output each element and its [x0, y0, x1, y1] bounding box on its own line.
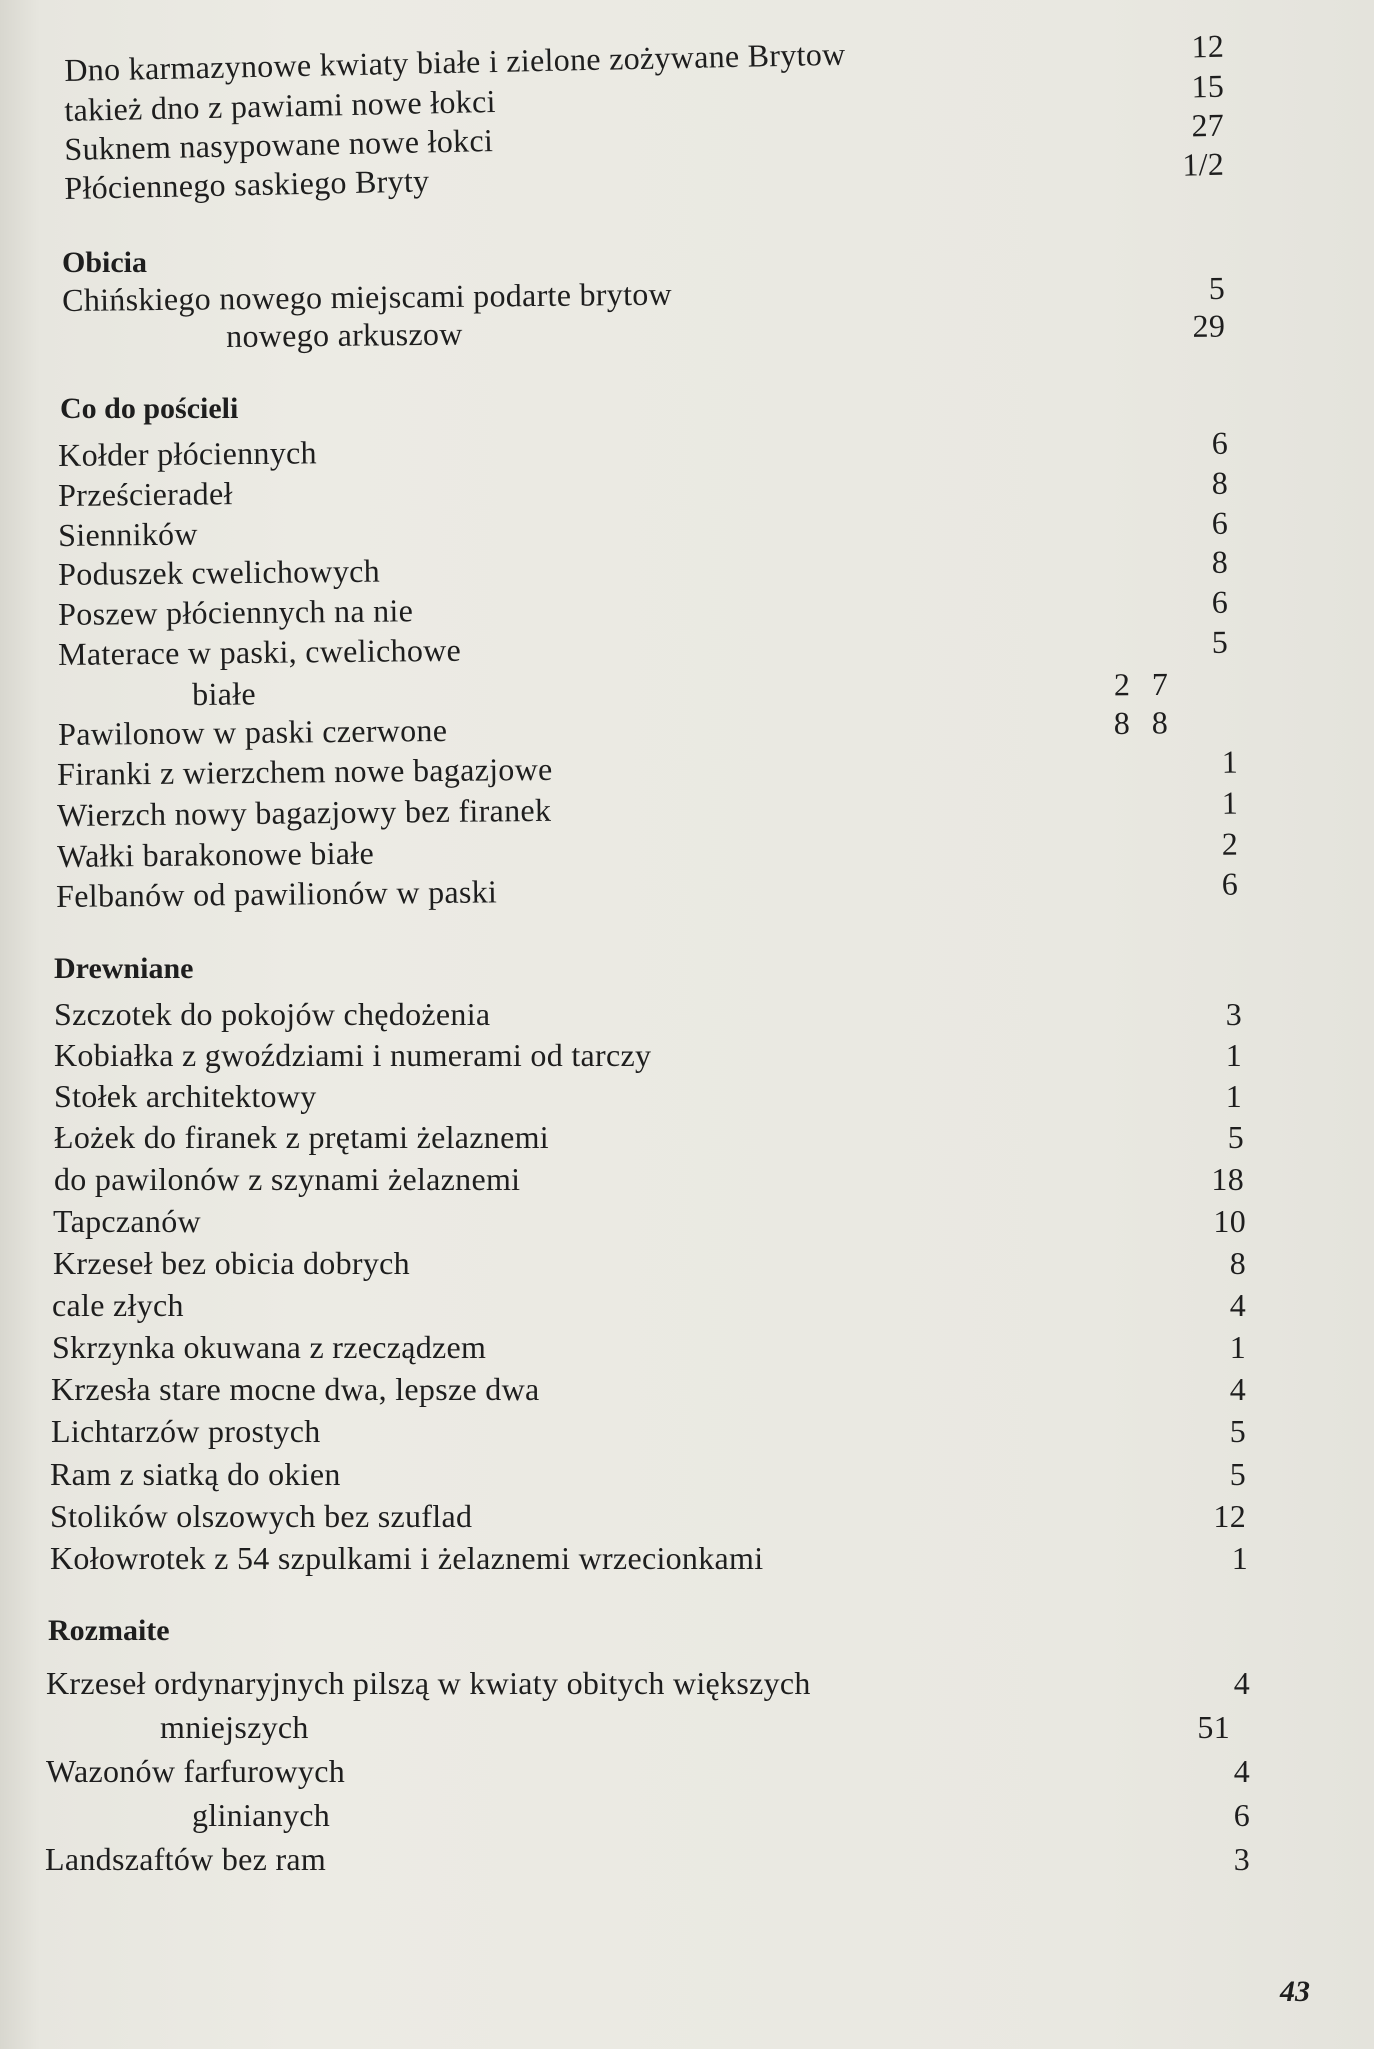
item-quantity: 18 — [1211, 1161, 1244, 1197]
item-label: Płóciennego saskiego Bryty — [64, 162, 430, 206]
item-label: Kobiałka z gwoździami i numerami od tarczy — [54, 1037, 652, 1073]
item-label: Stołek architektowy — [54, 1078, 317, 1114]
item-quantity: 12 — [1191, 27, 1225, 65]
item-label: Szczotek do pokojów chędożenia — [54, 996, 491, 1032]
list-item — [46, 1753, 1306, 1793]
item-label: mniejszych — [160, 1709, 309, 1745]
section-heading-posciel: Co do pościeli — [60, 392, 239, 425]
item-label: Kołowrotek z 54 szpulkami i żelaznemi wrzecionkami — [50, 1540, 764, 1576]
item-quantity: 1 — [1221, 743, 1239, 780]
item-label: Krzeseł ordynaryjnych pilszą w kwiaty obitych większych — [46, 1665, 811, 1701]
item-quantity: 3 — [1225, 996, 1242, 1032]
item-label: Wazonów farfurowych — [46, 1753, 345, 1789]
page-number: 43 — [1280, 1975, 1310, 2008]
item-quantity: 6 — [1211, 424, 1229, 461]
list-item — [50, 1540, 1300, 1580]
list-item — [54, 1161, 1294, 1201]
item-label: Chińskiego nowego miejscami podarte brytow — [62, 275, 673, 318]
list-item — [50, 1456, 1290, 1496]
item-label: Lichtarzów prostych — [51, 1413, 321, 1449]
item-label: Suknem nasypowane nowe łokci — [64, 122, 494, 167]
item-label: Stolików olszowych bez szuflad — [50, 1498, 473, 1534]
item-quantity: 4 — [1233, 1753, 1250, 1789]
item-quantity: 10 — [1213, 1203, 1246, 1239]
item-label: Skrzynka okuwana z rzecządzem — [52, 1329, 487, 1365]
item-quantity: 6 — [1221, 865, 1239, 902]
section-heading-rozmaite: Rozmaite — [48, 1614, 170, 1647]
list-item — [192, 1797, 1306, 1837]
item-label: Krzesła stare mocne dwa, lepsze dwa — [51, 1371, 540, 1407]
item-label: cale złych — [52, 1287, 184, 1323]
list-item — [160, 1709, 1306, 1749]
item-quantity: 5 — [1211, 623, 1229, 660]
item-label: Łożek do firanek z prętami żelaznemi — [54, 1119, 549, 1155]
item-quantity: 51 — [1197, 1709, 1230, 1745]
list-item — [51, 1371, 1291, 1411]
list-item — [45, 1841, 1305, 1881]
item-quantity: 8 — [1151, 704, 1169, 741]
item-label: glinianych — [192, 1797, 331, 1833]
list-item — [51, 1413, 1291, 1453]
item-quantity: 5 — [1208, 269, 1226, 306]
item-label: Wałki barakonowe białe — [57, 834, 375, 874]
item-quantity: 4 — [1229, 1371, 1246, 1407]
item-label: Pawilonow w paski czerwone — [58, 711, 448, 752]
list-item — [54, 1078, 1294, 1118]
item-label: Krzeseł bez obicia dobrych — [53, 1245, 410, 1281]
item-quantity: 29 — [1192, 307, 1226, 344]
item-label: Tapczanów — [53, 1203, 201, 1239]
item-label: Sienników — [58, 515, 198, 553]
item-quantity: 5 — [1227, 1119, 1244, 1155]
item-quantity: 3 — [1233, 1841, 1250, 1877]
item-quantity: 1 — [1221, 784, 1239, 821]
item-quantity: 1 — [1229, 1329, 1246, 1365]
item-label: takież dno z pawiami nowe łokci — [64, 82, 497, 128]
item-label: Kołder płóciennych — [58, 434, 318, 473]
item-label: białe — [192, 675, 257, 712]
list-item — [54, 1119, 1294, 1159]
list-item — [54, 1037, 1294, 1077]
item-quantity: 6 — [1211, 504, 1229, 541]
item-quantity-secondary: 2 — [1113, 666, 1131, 703]
list-item — [46, 1665, 1306, 1705]
item-quantity: 8 — [1211, 464, 1229, 501]
item-quantity: 6 — [1211, 583, 1229, 620]
item-quantity: 8 — [1229, 1245, 1246, 1281]
item-label: Poduszek cwelichowych — [58, 552, 381, 592]
item-label: Dno karmazynowe kwiaty białe i zielone zożywane Brytow — [64, 35, 846, 88]
item-label: Landszaftów bez ram — [45, 1841, 327, 1877]
item-quantity: 5 — [1229, 1413, 1246, 1449]
item-quantity: 12 — [1213, 1498, 1246, 1534]
item-quantity: 1 — [1225, 1078, 1242, 1114]
item-label: do pawilonów z szynami żelaznemi — [54, 1161, 521, 1197]
item-quantity: 7 — [1151, 665, 1169, 702]
item-label: Firanki z wierzchem nowe bagazjowe — [57, 750, 553, 792]
item-label: Materace w paski, cwelichowe — [58, 631, 462, 672]
item-label: Wierzch nowy bagazjowy bez firanek — [57, 791, 552, 833]
list-item — [52, 1287, 1292, 1327]
item-label: Ram z siatką do okien — [50, 1456, 341, 1492]
item-label: Prześcieradeł — [58, 475, 233, 513]
item-quantity: 8 — [1211, 543, 1229, 580]
list-item — [50, 1498, 1290, 1538]
item-quantity: 15 — [1191, 67, 1225, 105]
list-item — [53, 1245, 1293, 1285]
item-label: Felbanów od pawilionów w paski — [56, 873, 498, 914]
item-quantity: 4 — [1233, 1665, 1250, 1701]
list-item — [53, 1203, 1293, 1243]
item-quantity: 6 — [1233, 1797, 1250, 1833]
item-label: nowego arkuszow — [226, 315, 463, 354]
item-quantity: 2 — [1221, 825, 1239, 862]
item-quantity-secondary: 8 — [1113, 704, 1131, 741]
item-label: Poszew płóciennych na nie — [58, 592, 414, 632]
section-heading-obicia: Obicia — [62, 246, 148, 279]
item-quantity: 1 — [1231, 1540, 1248, 1576]
list-item — [52, 1329, 1292, 1369]
item-quantity: 4 — [1229, 1287, 1246, 1323]
list-item — [54, 996, 1294, 1036]
section-heading-drewniane: Drewniane — [54, 952, 194, 985]
item-quantity: 1/2 — [1181, 145, 1225, 183]
item-quantity: 1 — [1225, 1037, 1242, 1073]
item-quantity: 27 — [1191, 106, 1225, 144]
item-quantity: 5 — [1229, 1456, 1246, 1492]
